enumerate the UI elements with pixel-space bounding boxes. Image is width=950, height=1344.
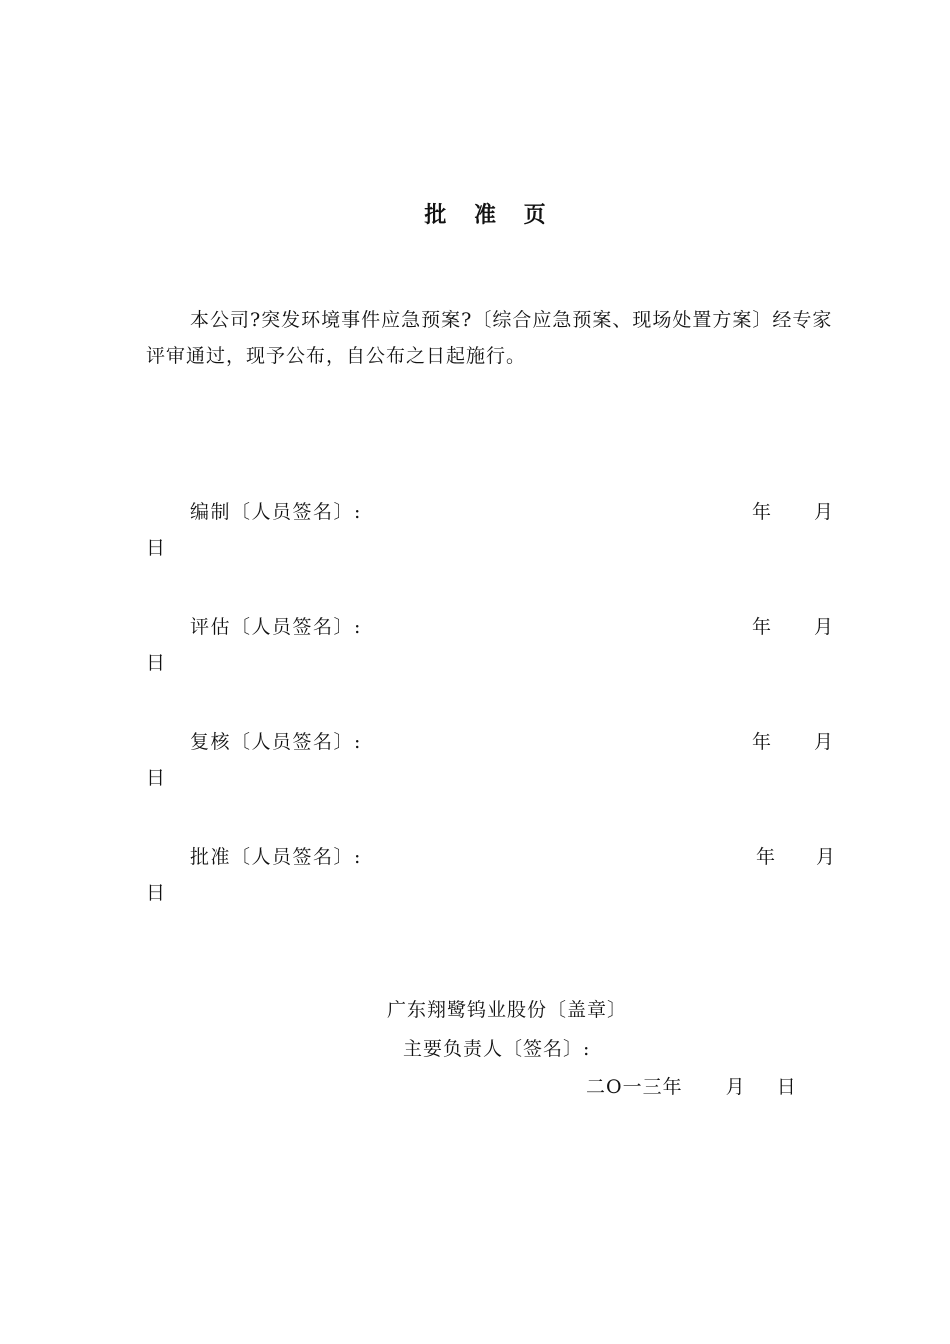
day-label: 日 <box>146 882 167 904</box>
issue-date-day: 日 <box>776 1076 797 1098</box>
intro-paragraph <box>146 302 836 374</box>
signature-row-assess <box>146 612 836 674</box>
intro-text: 本公司?突发环境事件应急预案?〔综合应急预案、现场处置方案〕经专家评审通过，现予公布，自公布之日起施行。 <box>146 309 833 367</box>
issue-date-month: 月 <box>725 1076 746 1098</box>
year-label: 年 <box>756 846 777 868</box>
signature-label: 复核〔人员签名〕: <box>190 731 362 753</box>
month-label: 月 <box>814 731 835 753</box>
responsible-signature-line: 主要负责人〔签名〕: <box>403 1038 591 1060</box>
signature-row-review <box>146 727 836 789</box>
month-label: 月 <box>814 501 835 523</box>
signature-label: 评估〔人员签名〕: <box>190 616 362 638</box>
day-label: 日 <box>146 767 167 789</box>
signature-row-compile <box>146 497 836 559</box>
signature-label: 编制〔人员签名〕: <box>190 501 362 523</box>
month-label: 月 <box>816 846 837 868</box>
year-label: 年 <box>752 616 773 638</box>
signature-label: 批准〔人员签名〕: <box>190 846 362 868</box>
day-label: 日 <box>146 537 167 559</box>
page-title: 批 准 页 <box>424 203 556 228</box>
year-label: 年 <box>752 731 773 753</box>
signature-row-approve <box>146 842 837 904</box>
day-label: 日 <box>146 652 167 674</box>
month-label: 月 <box>814 616 835 638</box>
issue-date <box>586 1072 797 1099</box>
company-seal-line: 广东翔鹭钨业股份〔盖章〕 <box>387 999 628 1021</box>
issue-date-year: 二O一三年 <box>586 1076 683 1098</box>
year-label: 年 <box>752 501 773 523</box>
